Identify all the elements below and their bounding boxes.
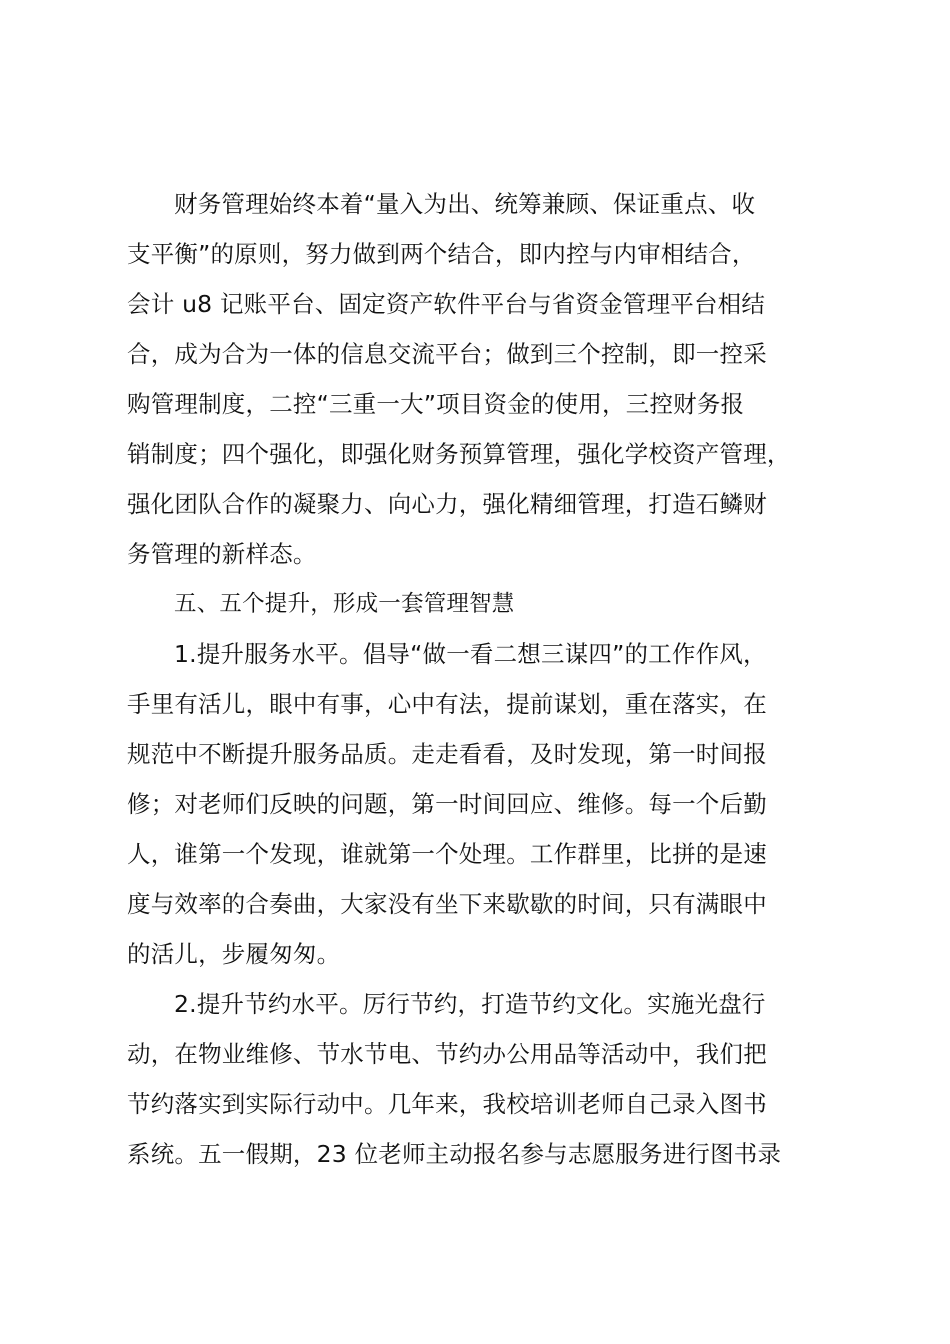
paragraph-line: 度与效率的合奏曲，大家没有坐下来歇歇的时间，只有满眼中 [127,890,767,918]
paragraph-line: 2.提升节约水平。厉行节约，打造节约文化。实施光盘行 [174,990,766,1018]
paragraph-line: 购管理制度，二控“三重一大”项目资金的使用，三控财务报 [127,390,745,418]
paragraph-line: 财务管理始终本着“量入为出、统筹兼顾、保证重点、收 [174,190,756,218]
paragraph-line: 会计 u8 记账平台、固定资产软件平台与省资金管理平台相结 [127,290,766,318]
section-heading: 五、五个提升，形成一套管理智慧 [174,591,515,617]
paragraph-line: 务管理的新样态。 [127,540,317,568]
paragraph-line: 修；对老师们反映的问题，第一时间回应、维修。每一个后勤 [127,790,767,818]
paragraph-line: 规范中不断提升服务品质。走走看看，及时发现，第一时间报 [127,740,767,768]
paragraph-line: 手里有活儿，眼中有事，心中有法，提前谋划，重在落实，在 [127,690,767,718]
paragraph-line: 合，成为合为一体的信息交流平台；做到三个控制，即一控采 [127,340,767,368]
paragraph-line: 动，在物业维修、节水节电、节约办公用品等活动中，我们把 [127,1040,767,1068]
paragraph-line: 系统。五一假期，23 位老师主动报名参与志愿服务进行图书录 [127,1140,782,1168]
paragraph-line: 销制度；四个强化，即强化财务预算管理，强化学校资产管理， [127,440,791,468]
paragraph-line: 强化团队合作的凝聚力、向心力，强化精细管理，打造石鳞财 [127,490,767,518]
paragraph-line: 支平衡”的原则，努力做到两个结合，即内控与内审相结合， [127,240,756,268]
paragraph-line: 的活儿，步履匆匆。 [127,940,341,968]
paragraph-line: 人，谁第一个发现，谁就第一个处理。工作群里，比拼的是速 [127,840,767,868]
paragraph-line: 节约落实到实际行动中。几年来，我校培训老师自己录入图书 [127,1090,767,1118]
paragraph-line: 1.提升服务水平。倡导“做一看二想三谋四”的工作作风， [174,640,767,668]
